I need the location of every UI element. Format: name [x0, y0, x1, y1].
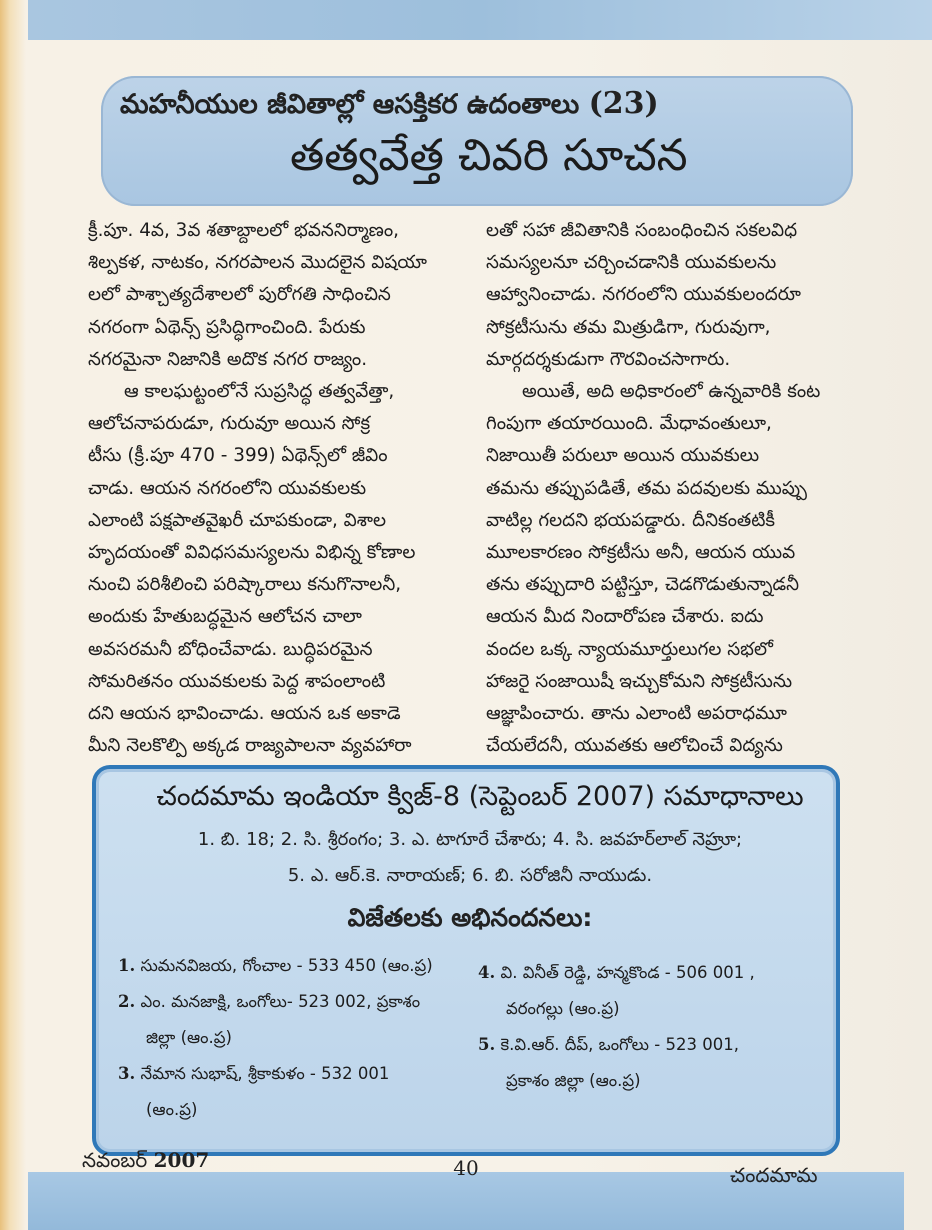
text-line: దని ఆయన భావించాడు. ఆయన ఒక అకాడె — [88, 703, 401, 725]
text-line: అందుకు హేతుబద్ధమైన ఆలోచన చాలా — [88, 606, 362, 628]
winner-entry — [478, 1027, 818, 1063]
winner-name: ఎం. మనజాక్షి, ఒంగోలు- 523 002, ప్రకాశం — [140, 992, 421, 1011]
winner-name: వి. వినీత్ రెడ్డి, హన్మకొండ - 506 001 , — [500, 963, 755, 982]
series-number: (23) — [588, 86, 659, 121]
series-title — [120, 86, 700, 126]
quiz-answers-line-1: 1. బి. 18; 2. సి. శ్రీరంగం; 3. ఎ. టాగూరే చేశారు; 4. సి. జవహర్‌లాల్ నెహ్రూ; — [197, 829, 743, 850]
text-line: ఆయన మీద నిందారోపణ చేశారు. ఐదు — [486, 606, 764, 628]
text-line: తను తప్పుదారి పట్టిస్తూ, చెడగొడుతున్నాడనీ — [486, 574, 799, 596]
text-line: క్రీ.పూ. 4వ, 3వ శతాబ్దాలలో భవననిర్మాణం, — [88, 220, 399, 241]
winner-entry — [478, 955, 818, 991]
text-line: హాజరై సంజాయిషీ ఇచ్చుకోమని సోక్రటీసును — [486, 670, 793, 692]
text-line: టీసు (క్రీ.పూ 470 - 399) ఏథెన్స్‌లో జీవిం — [88, 445, 388, 467]
top-color-band — [28, 0, 932, 40]
winner-name: సుమనవిజయ, గోంచాల - 533 450 (ఆం.ప్ర) — [140, 956, 433, 975]
page-number: 40 — [453, 1156, 479, 1180]
footer-year: 2007 — [153, 1148, 210, 1172]
quiz-answers-line-2: 5. ఎ. ఆర్.కె. నారాయణ్; 6. బి. సరోజినీ నాయుడు. — [287, 865, 653, 886]
winner-district: ప్రకాశం జిల్లా (ఆం.ప్ర) — [506, 1071, 641, 1090]
text-line: మీని నెలకొల్పి అక్కడ రాజ్యపాలనా వ్యవహారా — [88, 735, 412, 757]
quiz-title: చందమామ ఇండియా క్విజ్-8 (సెప్టెంబర్ 2007) సమాధానాలు — [156, 781, 804, 812]
magazine-name: చందమామ — [730, 1163, 818, 1187]
winner-name: కె.వి.ఆర్. దీప్, ఒంగోలు - 523 001, — [500, 1035, 739, 1054]
winner-number: 2. — [118, 992, 136, 1011]
text-line: ఆజ్ఞాపించారు. తాను ఎలాంటి అపరాధమూ — [486, 703, 787, 725]
winner-entry — [118, 984, 468, 1020]
text-line: తమను తప్పుపడితే, తమ పదవులకు ముప్పు — [486, 477, 807, 499]
text-line: నగరంగా ఏథెన్స్ ప్రసిద్ధిగాంచింది. పేరుకు — [88, 316, 366, 338]
winner-entry — [118, 948, 468, 984]
text-line: సమస్యలనూ చర్చించడానికి యువకులను — [486, 252, 777, 274]
winners-list-right — [478, 955, 818, 1099]
article-left-column — [88, 215, 470, 760]
winners-list-left — [118, 948, 468, 1128]
text-line: లతో సహా జీవితానికి సంబంధించిన సకలవిధ — [486, 220, 798, 241]
text-line: నుంచి పరిశీలించి పరిష్కారాలు కనుగొనాలనీ, — [88, 574, 402, 596]
text-line: గింపుగా తయారయింది. మేధావంతులూ, — [486, 413, 772, 435]
winner-name: నేమాన సుభాష్, శ్రీకాకుళం - 532 001 — [140, 1064, 390, 1083]
text-line: చాడు. ఆయన నగరంలోని యువకులకు — [88, 477, 367, 499]
footer-month: నవంబర్ — [82, 1148, 148, 1172]
winners-heading: విజేతలకు అభినందనలు: — [347, 903, 593, 932]
text-line: వందల ఒక్క న్యాయమూర్తులుగల సభలో — [486, 638, 773, 660]
text-line: నగరమైనా నిజానికి అదొక నగర రాజ్యం. — [88, 348, 368, 370]
text-line: సోమరితనం యువకులకు పెద్ద శాపంలాంటి — [88, 670, 386, 692]
text-line: లలో పాశ్చాత్యదేశాలలో పురోగతి సాధించిన — [88, 284, 391, 306]
article-right-column — [486, 215, 852, 760]
winner-state: (ఆం.ప్ర) — [146, 1100, 198, 1119]
text-line: ఆలోచనాపరుడూ, గురువూ అయిన సోక్ర — [88, 413, 371, 435]
text-line: మూలకారణం సోక్రటీసు అనీ, ఆయన యువ — [486, 542, 796, 564]
winner-number: 1. — [118, 956, 136, 975]
text-line: మార్గదర్శకుడుగా గౌరవించసాగారు. — [486, 348, 731, 370]
article-title: తత్వవేత్త చివరి సూచన — [290, 130, 688, 181]
text-line: ఆహ్వానించాడు. నగరంలోని యువకులందరూ — [486, 284, 801, 306]
winner-number: 4. — [478, 963, 496, 982]
footer-issue-date — [82, 1148, 282, 1178]
text-line: సోక్రటీసును తమ మిత్రుడిగా, గురువుగా, — [486, 316, 771, 338]
winner-number: 5. — [478, 1035, 496, 1054]
text-line: వాటిల్ల గలదని భయపడ్డారు. దీనికంతటికీ — [486, 509, 776, 531]
text-line: అయితే, అది అధికారంలో ఉన్నవారికి కంట — [522, 381, 821, 403]
text-line: నిజాయితీ పరులూ అయిన యువకులు — [486, 445, 760, 467]
winner-entry — [118, 1056, 468, 1092]
text-line: హృదయంతో వివిధసమస్యలను విభిన్న కోణాల — [88, 542, 416, 564]
winner-district: జిల్లా (ఆం.ప్ర) — [146, 1028, 232, 1047]
text-line: ఎలాంటి పక్షపాతవైఖరీ చూపకుండా, విశాల — [88, 509, 386, 531]
text-line: చేయలేదనీ, యువతకు ఆలోచించే విద్యను — [486, 735, 783, 757]
winner-number: 3. — [118, 1064, 136, 1083]
text-line: శిల్పకళ, నాటకం, నగరపాలన మొదలైన విషయా — [88, 252, 427, 274]
series-title-text: మహనీయుల జీవితాల్లో ఆసక్తికర ఉదంతాలు — [120, 89, 580, 120]
text-line: ఆ కాలఘట్టంలోనే సుప్రసిద్ధ తత్వవేత్తా, — [124, 381, 395, 403]
winner-district: వరంగల్లు (ఆం.ప్ర) — [506, 999, 620, 1018]
text-line: అవసరమనీ బోధించేవాడు. బుద్ధిపరమైన — [88, 638, 373, 660]
